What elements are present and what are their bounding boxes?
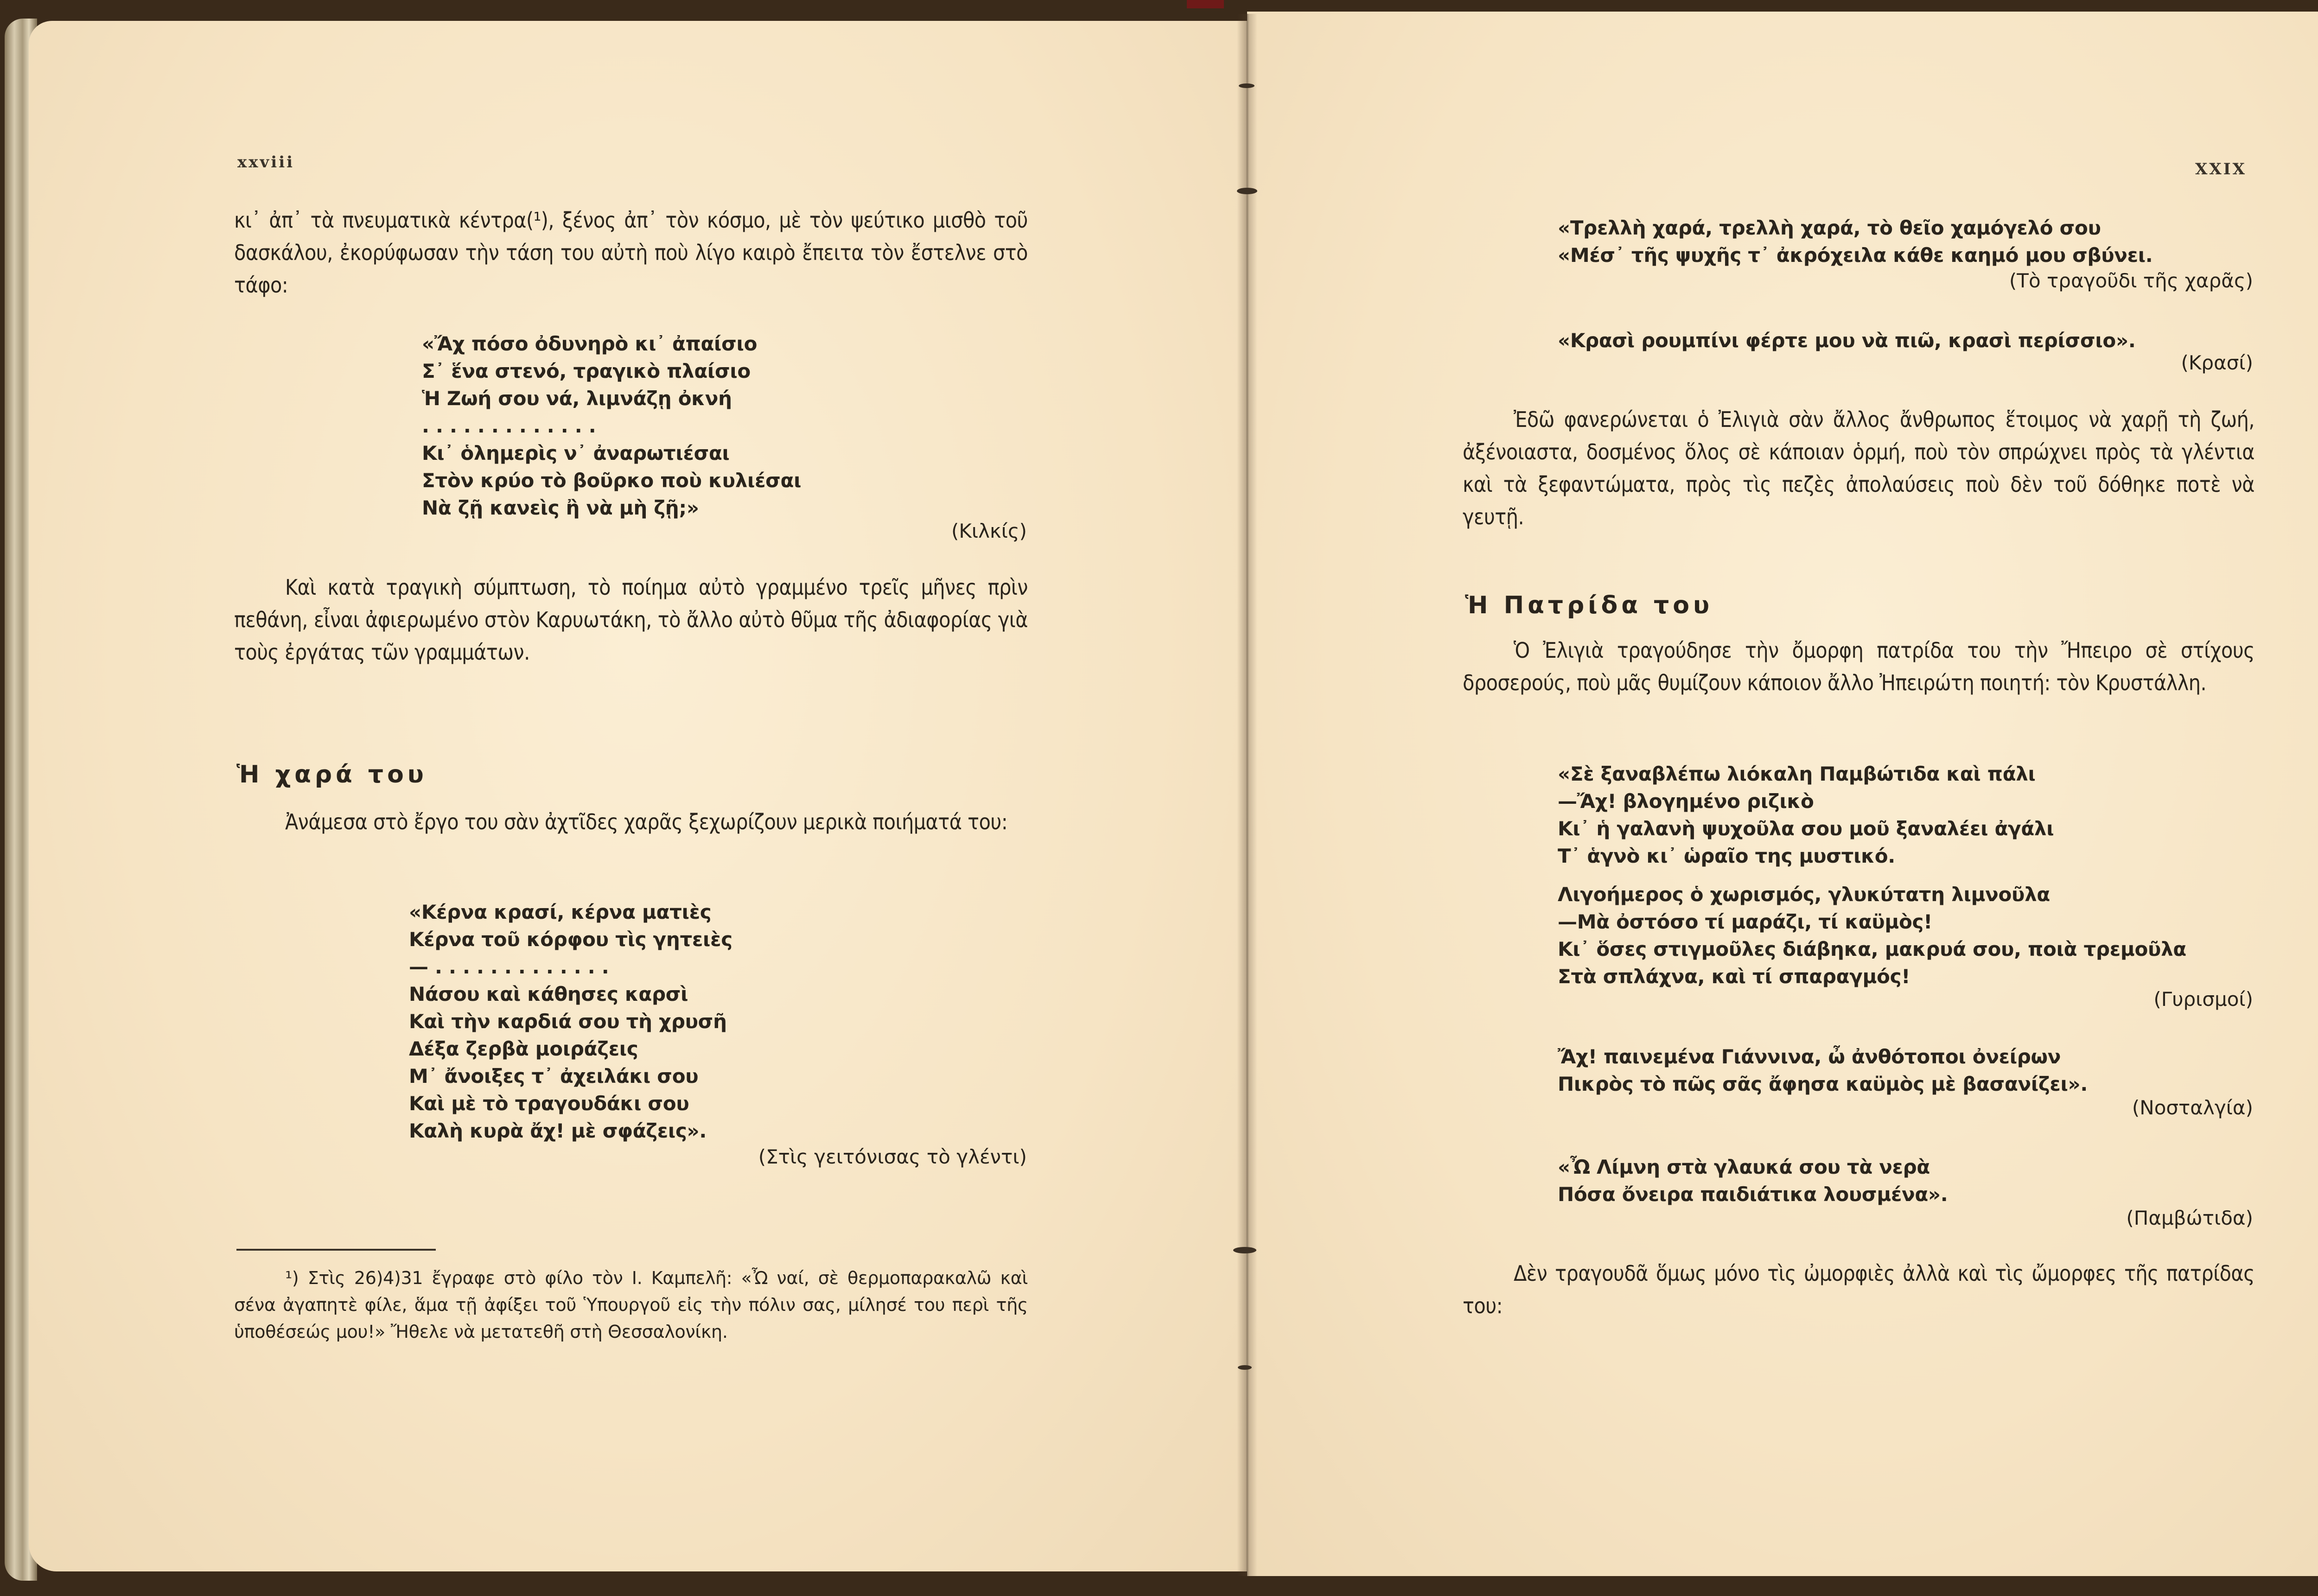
poem-source: (Τὸ τραγοῦδι τῆς χαρᾶς) [2009, 269, 2253, 292]
page-number-left: xxviii [237, 153, 295, 172]
poem-pamvotida [1558, 1153, 1948, 1208]
verse-line: «Ὦ Λίμνη στὰ γλαυκά σου τὰ νερὰ [1558, 1156, 1930, 1178]
poem-source: (Παμβώτιδα) [2126, 1207, 2253, 1229]
verse-line: Πικρὸς τὸ πῶς σᾶς ἄφησα καϋμὸς μὲ βασανίζει». [1558, 1073, 2088, 1095]
paragraph-text: Ἐδῶ φανερώνεται ὁ Ἐλιγιὰ σὰν ἄλλος ἄνθρωπος ἕτοιμος νὰ χαρῇ τὴ ζωή, ἀξένοιαστα, δοσμένος ὅλος σὲ κάποιαν ὁρμή, ποὺ τὸν σπρώχνει πρὸς τὰ γλέντια καὶ τὰ ξεφαντώματα, πρὸς τὶς πεζὲς ἀπολαύσεις ποὺ δὲν τοῦ δόθηκε ποτὲ νὰ γευτῇ. [1463, 407, 2254, 529]
poem-kilkis [422, 330, 801, 521]
verse-line: Μ᾽ ἄνοιξες τ᾽ ἀχειλάκι σου [409, 1065, 699, 1087]
verse-line: Λιγοήμερος ὁ χωρισμός, γλυκύτατη λιμνοῦλα [1558, 883, 2050, 906]
verse-line: «Κέρνα κρασί, κέρνα ματιὲς [409, 901, 712, 923]
verse-line: Καὶ τὴν καρδιά σου τὴ χρυσῆ [409, 1010, 727, 1033]
verse-line: Καλὴ κυρὰ ἄχ! μὲ σφάζεις». [409, 1119, 707, 1142]
poem-returns [1558, 760, 2186, 990]
footnote-rule [236, 1249, 436, 1251]
book-gutter [1237, 14, 1257, 1576]
section-heading-joy: Ἡ χαρά του [236, 761, 427, 788]
paragraph-homeland-ugliness [1463, 1257, 2254, 1322]
verse-line: Δέξα ζερβὰ μοιράζεις [409, 1037, 638, 1060]
poem-source: (Κρασί) [2181, 351, 2253, 374]
verse-line: Σ᾽ ἕνα στενό, τραγικὸ πλαίσιο [422, 360, 751, 382]
paragraph-text: Καὶ κατὰ τραγικὴ σύμπτωση, τὸ ποίημα αὐτὸ γραμμένο τρεῖς μῆνες πρὶν πεθάνη, εἶναι ἀφιερωμένο στὸν Καρυωτάκη, τὸ ἄλλο αὐτὸ θῦμα τῆς ἀδιαφορίας γιὰ τοὺς ἐργάτας τῶν γραμμάτων. [234, 575, 1028, 665]
verse-line: Ἡ Ζωή σου νά, λιμνάζῃ ὀκνή [422, 387, 732, 410]
poem-neighbors-feast [409, 898, 732, 1145]
verse-line: «Μέσ᾽ τῆς ψυχῆς τ᾽ ἀκρόχειλα κάθε καημό μου σβύνει. [1558, 244, 2153, 267]
stanza-break [1558, 870, 2186, 881]
footnote-text: ¹) Στὶς 26)4)31 ἔγραφε στὸ φίλο τὸν Ι. Καμπελῆ: «Ὦ ναί, σὲ θερμοπαρακαλῶ καὶ σένα ἀγαπητὲ φίλε, ἅμα τῇ ἀφίξει τοῦ Ὑπουργοῦ εἰς τὴν πόλιν σας, μίλησέ του περὶ τῆς ὑποθέσεώς μου!» Ἤθελε νὰ μετατεθῆ στὴ Θεσσαλονίκη. [234, 1268, 1028, 1342]
section-heading-homeland: Ἡ Πατρίδα του [1465, 591, 1713, 619]
verse-line: «Ἄχ πόσο ὀδυνηρὸ κι᾽ ἀπαίσιο [422, 332, 758, 355]
poem-source: (Νοσταλγία) [2132, 1096, 2253, 1119]
paragraph-text: Δὲν τραγουδᾶ ὅμως μόνο τὶς ὠμορφιὲς ἀλλὰ καὶ τὶς ὤμορφες τῆς πατρίδας του: [1463, 1261, 2254, 1318]
verse-line: «Σὲ ξαναβλέπω λιόκαλη Παμβώτιδα καὶ πάλι [1558, 763, 2036, 785]
verse-line: Στὰ σπλάχνα, καὶ τί σπαραγμός! [1558, 965, 1910, 988]
paragraph-eligia-joy [1463, 403, 2254, 533]
binding-thread [1237, 188, 1257, 194]
verse-ellipsis: — . . . . . . . . . . . . . [409, 955, 609, 978]
verse-line: Νὰ ζῇ κανεὶς ἢ νὰ μὴ ζῇ;» [422, 496, 699, 519]
paragraph-joy-intro [234, 806, 1028, 838]
paragraph-text: κι᾽ ἀπ᾽ τὰ πνευματικὰ κέντρα(¹), ξένος ἀπ᾽ τὸν κόσμο, μὲ τὸν ψεύτικο μισθὸ τοῦ δασκάλου, ἐκορύφωσαν τὴν τάση του αὐτὴ ποὺ λίγο καιρὸ ἔπειτα τὸν ἔστελνε στὸ τάφο: [234, 208, 1028, 298]
verse-line: Κι᾽ ὅσες στιγμοῦλες διάβηκα, μακρυά σου, ποιὰ τρεμοῦλα [1558, 938, 2186, 960]
verse-line: Πόσα ὄνειρα παιδιάτικα λουσμένα». [1558, 1183, 1948, 1206]
verse-line: Τ᾽ ἁγνὸ κι᾽ ὡραῖο της μυστικό. [1558, 845, 1895, 867]
verse-line: Νάσου καὶ κάθησες καρσὶ [409, 983, 688, 1005]
paragraph-text: Ὁ Ἐλιγιὰ τραγούδησε τὴν ὄμορφη πατρίδα του τὴν Ἤπειρο σὲ στίχους δροσερούς, ποὺ μᾶς θυμίζουν κάποιον ἄλλο Ἠπειρώτη ποιητή: τὸν Κρυστάλλη. [1463, 638, 2254, 695]
poem-song-of-joy [1558, 214, 2152, 269]
page-number-right: XXIX [2195, 160, 2247, 178]
poem-source: (Γυρισμοί) [2153, 988, 2253, 1011]
paragraph-text: Ἀνάμεσα στὸ ἔργο του σὰν ἀχτῖδες χαρᾶς ξεχωρίζουν μερικὰ ποιήματά του: [285, 809, 1008, 834]
poem-nostalgia [1558, 1043, 2088, 1098]
verse-line: —Μὰ ὀστόσο τί μαράζι, τί καϋμὸς! [1558, 910, 1932, 933]
binding-thread [1239, 83, 1255, 88]
verse-line: Ἄχ! παινεμένα Γιάννινα, ὦ ἀνθότοποι ὀνείρων [1558, 1045, 2061, 1068]
paragraph-homeland-intro [1463, 634, 2254, 699]
verse-line: «Τρελλὴ χαρά, τρελλὴ χαρά, τὸ θεῖο χαμόγελό σου [1558, 216, 2101, 239]
verse-line: Κέρνα τοῦ κόρφου τὶς γητειὲς [409, 928, 732, 951]
verse-line: Καὶ μὲ τὸ τραγουδάκι σου [409, 1092, 689, 1115]
verse-line: Κι᾽ ἡ γαλανὴ ψυχοῦλα σου μοῦ ξαναλέει ἀγάλι [1558, 817, 2054, 840]
verse-line: «Κρασὶ ρουμπίνι φέρτε μου νὰ πιῶ, κρασὶ περίσσιο». [1558, 329, 2136, 352]
verse-line: —Ἄχ! βλογημένο ριζικὸ [1558, 790, 1814, 813]
poem-source: (Κιλκίς) [951, 520, 1027, 542]
bookmark-ribbon [1187, 0, 1224, 8]
paragraph-karyotakis [234, 571, 1028, 668]
verse-line: Κι᾽ ὁλημερὶς ν᾽ ἀναρωτιέσαι [422, 442, 730, 464]
poem-source: (Στὶς γειτόνισας τὸ γλέντι) [758, 1145, 1027, 1168]
verse-line: Στὸν κρύο τὸ βοῦρκο ποὺ κυλιέσαι [422, 469, 802, 492]
verse-ellipsis: . . . . . . . . . . . . . [422, 414, 596, 437]
binding-thread [1238, 1365, 1252, 1370]
binding-thread [1233, 1247, 1256, 1253]
footnote [234, 1265, 1028, 1345]
opening-paragraph [234, 204, 1028, 301]
